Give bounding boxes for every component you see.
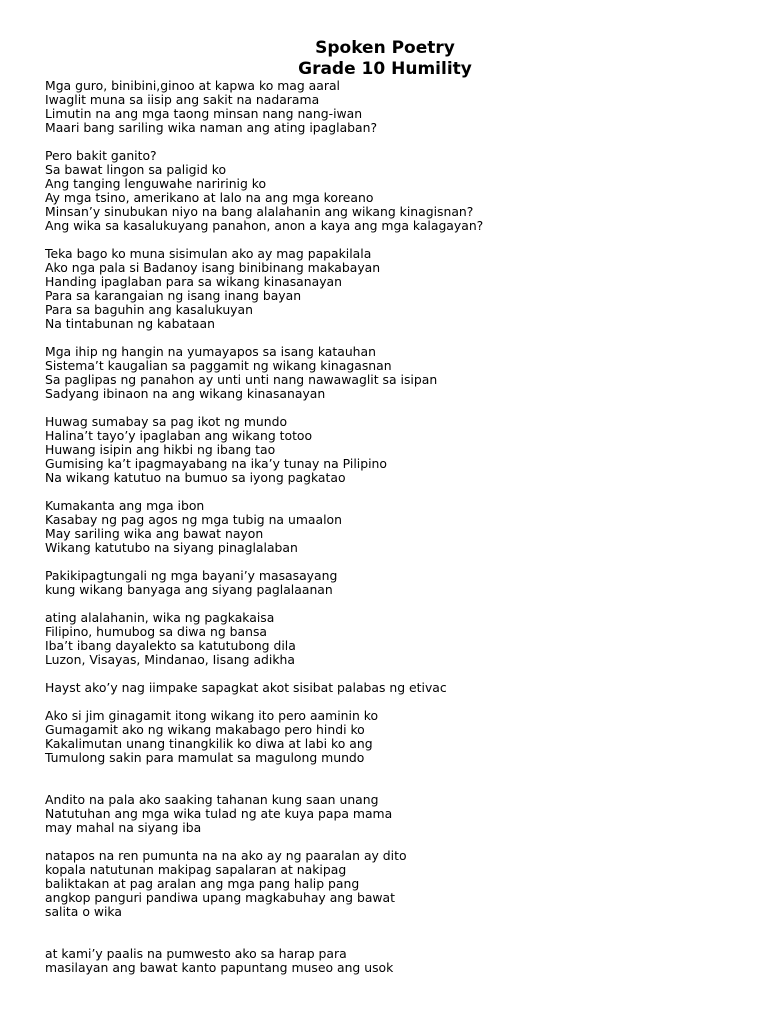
poem-line: Filipino, humubog sa diwa ng bansa: [45, 624, 268, 639]
stanza: [45, 611, 745, 667]
stanza-gap: [45, 667, 745, 681]
poem-line: Limutin na ang mga taong minsan nang nang-iwan: [45, 106, 363, 121]
poem-line: may mahal na siyang iba: [45, 820, 202, 835]
poem-body: [45, 79, 745, 975]
stanza-gap: [45, 695, 745, 709]
stanza: [45, 149, 745, 233]
poem-line: Maari bang sariling wika naman ang ating ipaglaban?: [45, 120, 378, 135]
stanza-gap: [45, 597, 745, 611]
stanza-gap: [45, 765, 745, 793]
stanza: [45, 569, 745, 597]
stanza: [45, 79, 745, 135]
poem-line: Na wikang katutuo na bumuo sa iyong pagkatao: [45, 470, 346, 485]
stanza: [45, 499, 745, 555]
poem-line: Mga ihip ng hangin na yumayapos sa isang katauhan: [45, 344, 376, 359]
poem-line: Pakikipagtungali ng mga bayani’y masasayang: [45, 568, 338, 583]
poem-line: masilayan ang bawat kanto papuntang museo ang usok: [45, 960, 394, 975]
poem-line: Na tintabunan ng kabataan: [45, 316, 215, 331]
poem-line: Kumakanta ang mga ibon: [45, 498, 205, 513]
poem-line: kung wikang banyaga ang siyang paglalaanan: [45, 582, 333, 597]
poem-line: Handing ipaglaban para sa wikang kinasanayan: [45, 274, 342, 289]
poem-line: Wikang katutubo na siyang pinaglalaban: [45, 540, 298, 555]
poem-line: Sadyang ibinaon na ang wikang kinasanayan: [45, 386, 326, 401]
poem-line: Tumulong sakin para mamulat sa magulong mundo: [45, 750, 365, 765]
poem-line: Ang wika sa kasalukuyang panahon, anon a kaya ang mga kalagayan?: [45, 218, 484, 233]
poem-line: Huwag sumabay sa pag ikot ng mundo: [45, 414, 288, 429]
poem-line: Ako si jim ginagamit itong wikang ito pero aaminin ko: [45, 708, 379, 723]
poem-line: Hayst ako’y nag iimpake sapagkat akot sisibat palabas ng etivac: [45, 680, 447, 695]
poem-line: Mga guro, binibini,ginoo at kapwa ko mag aaral: [45, 78, 340, 93]
poem-line: ating alalahanin, wika ng pagkakaisa: [45, 610, 275, 625]
poem-line: natapos na ren pumunta na na ako ay ng paaralan ay dito: [45, 848, 407, 863]
poem-line: Ako nga pala si Badanoy isang binibinang makabayan: [45, 260, 381, 275]
poem-line: Andito na pala ako saaking tahanan kung saan unang: [45, 792, 379, 807]
stanza-gap: [45, 919, 745, 947]
stanza-gap: [45, 835, 745, 849]
stanza-gap: [45, 331, 745, 345]
poem-line: Teka bago ko muna sisimulan ako ay mag papakilala: [45, 246, 372, 261]
poem-line: Iwaglit muna sa iisip ang sakit na nadarama: [45, 92, 320, 107]
poem-line: kopala natutunan makipag sapalaran at nakipag: [45, 862, 347, 877]
poem-line: Minsan’y sinubukan niyo na bang alalahanin ang wikang kinagisnan?: [45, 204, 474, 219]
poem-line: salita o wika: [45, 904, 122, 919]
stanza: [45, 849, 745, 919]
stanza-gap: [45, 135, 745, 149]
stanza: [45, 947, 745, 975]
poem-line: Ay mga tsino, amerikano at lalo na ang mga koreano: [45, 190, 374, 205]
poem-line: baliktakan at pag aralan ang mga pang halip pang: [45, 876, 360, 891]
stanza: [45, 345, 745, 401]
stanza-gap: [45, 401, 745, 415]
poem-line: at kami’y paalis na pumwesto ako sa harap para: [45, 946, 347, 961]
stanza: [45, 247, 745, 331]
poem-line: angkop panguri pandiwa upang magkabuhay ang bawat: [45, 890, 395, 905]
page-subtitle: Grade 10 Humility: [298, 59, 472, 79]
title-block: [0, 38, 768, 80]
poem-line: Kasabay ng pag agos ng mga tubig na umaalon: [45, 512, 342, 527]
poem-line: Luzon, Visayas, Mindanao, Iisang adikha: [45, 652, 295, 667]
poem-line: Ang tanging lenguwahe naririnig ko: [45, 176, 267, 191]
poem-line: Gumagamit ako ng wikang makabago pero hindi ko: [45, 722, 365, 737]
poem-line: Huwang isipin ang hikbi ng ibang tao: [45, 442, 276, 457]
stanza: [45, 415, 745, 485]
poem-line: Iba’t ibang dayalekto sa katutubong dila: [45, 638, 296, 653]
poem-line: Sistema’t kaugalian sa paggamit ng wikang kinagasnan: [45, 358, 392, 373]
poem-line: Sa paglipas ng panahon ay unti unti nang nawawaglit sa isipan: [45, 372, 438, 387]
stanza-gap: [45, 555, 745, 569]
stanza: [45, 793, 745, 835]
poem-line: Kakalimutan unang tinangkilik ko diwa at labi ko ang: [45, 736, 373, 751]
stanza: [45, 709, 745, 765]
poem-line: Natutuhan ang mga wika tulad ng ate kuya papa mama: [45, 806, 393, 821]
page-title: Spoken Poetry: [315, 38, 455, 58]
poem-line: Sa bawat lingon sa paligid ko: [45, 162, 227, 177]
stanza-gap: [45, 485, 745, 499]
poem-line: Gumising ka’t ipagmayabang na ika’y tunay na Pilipino: [45, 456, 387, 471]
poem-line: Pero bakit ganito?: [45, 148, 157, 163]
poem-line: Para sa karangaian ng isang inang bayan: [45, 288, 302, 303]
stanza: [45, 681, 745, 695]
poem-line: Para sa baguhin ang kasalukuyan: [45, 302, 253, 317]
stanza-gap: [45, 233, 745, 247]
poem-line: Halina’t tayo’y ipaglaban ang wikang totoo: [45, 428, 313, 443]
poem-line: May sariling wika ang bawat nayon: [45, 526, 264, 541]
